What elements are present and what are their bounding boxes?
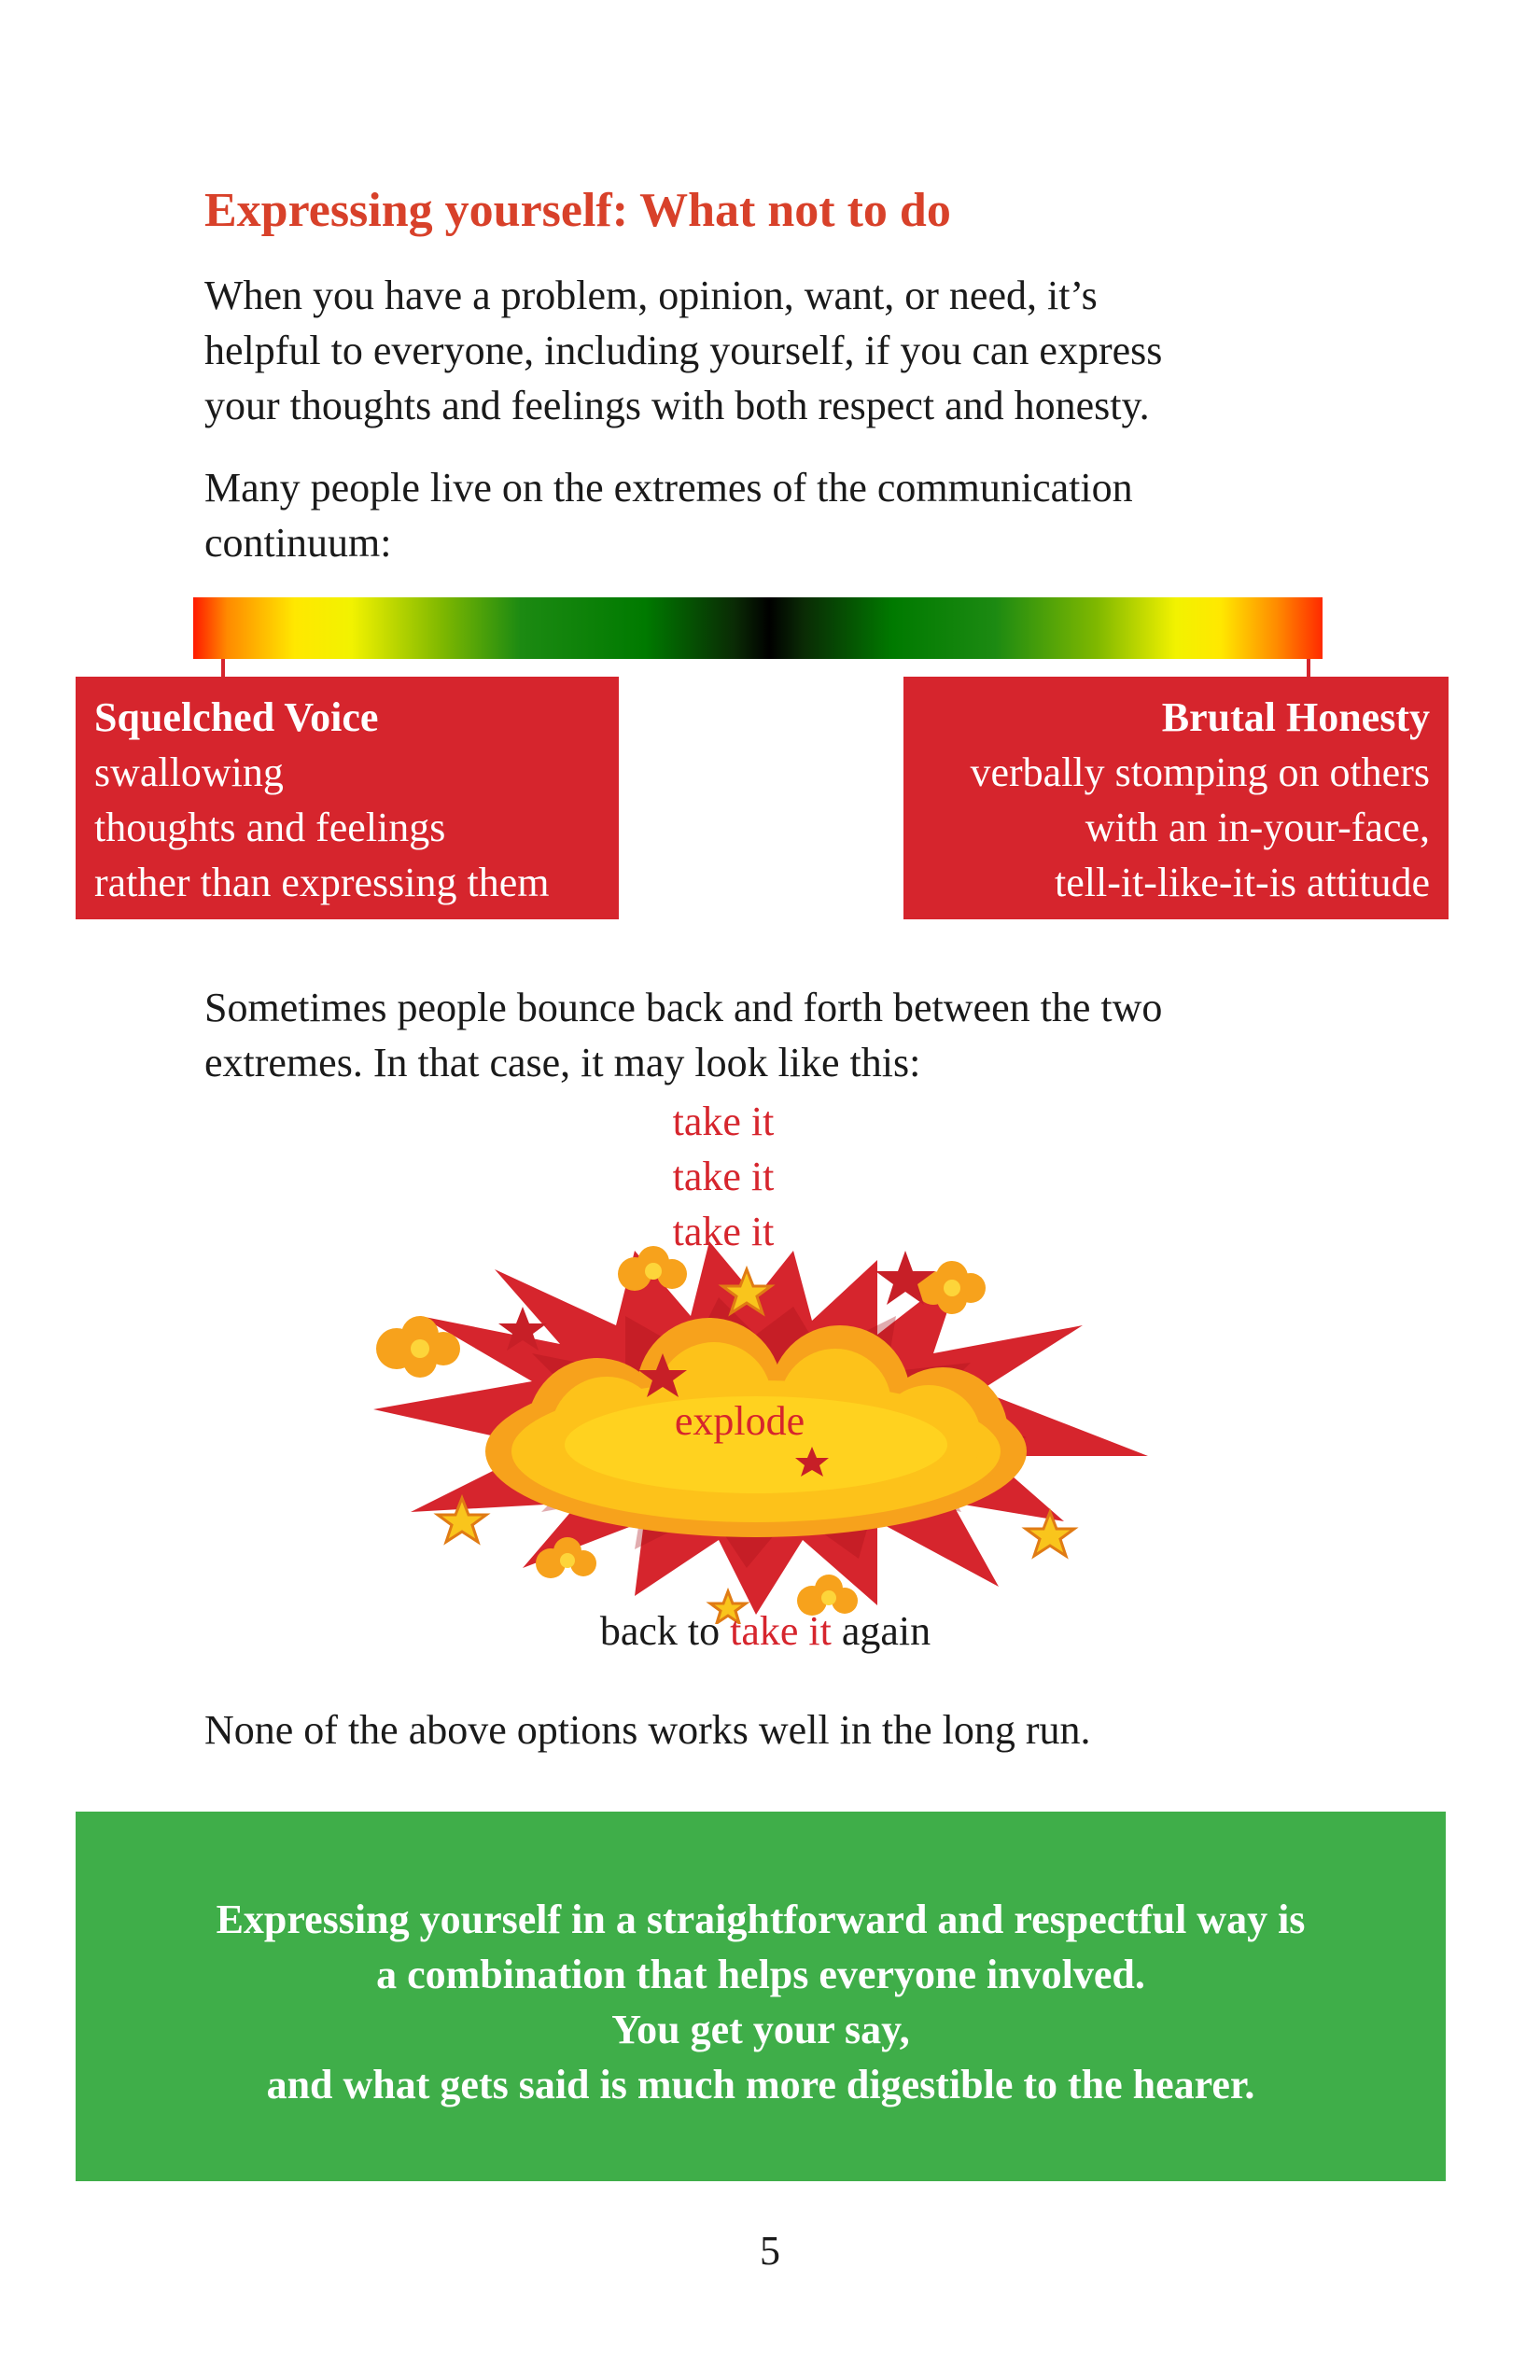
continuum-line: continuum: — [204, 520, 392, 566]
brutal-honesty-box — [903, 677, 1449, 919]
brutal-honesty-line: tell-it-like-it-is attitude — [1055, 860, 1430, 905]
callout-line: Expressing yourself in a straightforward and respectful way is — [216, 1897, 1306, 1942]
callout-line: and what gets said is much more digestible to the hearer. — [266, 2062, 1255, 2107]
callout-box — [76, 1812, 1446, 2181]
intro-paragraph — [204, 268, 1371, 433]
none-line: None of the above options works well in the long run. — [204, 1707, 1091, 1753]
squelched-voice-box — [76, 677, 619, 919]
take-it-label: take it — [672, 1099, 775, 1144]
take-it-label: take it — [672, 1154, 775, 1199]
squelched-voice-line: swallowing — [94, 749, 284, 795]
star-icon — [1026, 1512, 1074, 1556]
bounce-line: extremes. In that case, it may look like this: — [204, 1040, 921, 1085]
squelched-voice-line: rather than expressing them — [94, 860, 550, 905]
back-to-take-it-line — [280, 1607, 1251, 1655]
squelched-voice-title: Squelched Voice — [94, 694, 379, 740]
intro-line: When you have a problem, opinion, want, or need, it’s — [204, 273, 1098, 318]
explode-label: explode — [674, 1398, 805, 1444]
continuum-paragraph — [204, 460, 1371, 570]
none-paragraph — [204, 1702, 1371, 1757]
callout-line: a combination that helps everyone involved. — [376, 1952, 1145, 1997]
intro-line: your thoughts and feelings with both respect and honesty. — [204, 383, 1150, 428]
back-line-after: again — [831, 1608, 931, 1654]
page-number: 5 — [760, 2228, 780, 2274]
back-line-before: back to — [599, 1608, 731, 1654]
bounce-paragraph — [204, 980, 1371, 1090]
take-it-label: take it — [672, 1209, 775, 1254]
brutal-honesty-line: with an in-your-face, — [1085, 805, 1430, 850]
bounce-line: Sometimes people bounce back and forth between the two — [204, 985, 1163, 1030]
squelched-voice-line: thoughts and feelings — [94, 805, 446, 850]
communication-continuum-bar — [193, 597, 1323, 659]
brutal-honesty-title: Brutal Honesty — [1161, 694, 1430, 740]
page-heading: Expressing yourself: What not to do — [204, 184, 951, 237]
intro-line: helpful to everyone, including yourself, if you can express — [204, 328, 1163, 373]
back-line-highlight: take it — [730, 1608, 832, 1654]
continuum-line: Many people live on the extremes of the communication — [204, 465, 1133, 511]
callout-line: You get your say, — [611, 2007, 910, 2052]
brutal-honesty-line: verbally stomping on others — [970, 749, 1430, 795]
